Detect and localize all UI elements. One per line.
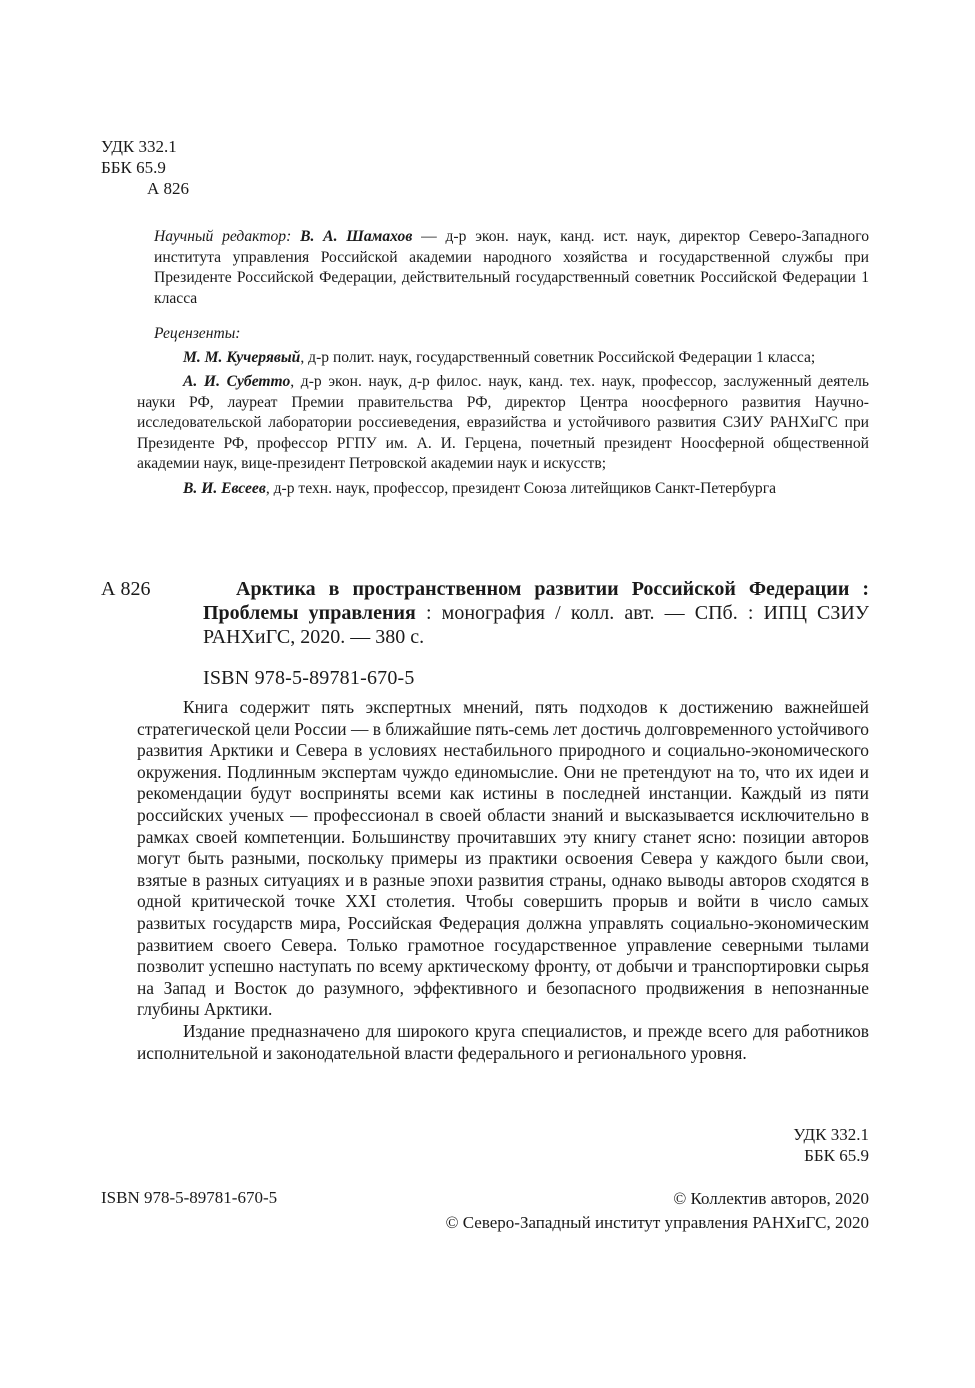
- reviewer-description: , д-р экон. наук, д-р филос. наук, канд. тех. наук, профессор, заслуженный деятель науки РФ, лауреат Премии правительства РФ, директор Центра ноосферного развития Научно-исследовательской лаборатории россиеведения, евразийства и устойчивого развития СЗИУ РАНХиГС при Президенте РФ, профессор РГПУ им. А. И. Герцена, почетный президент Ноосферной общественной академии наук, вице-президент Петровской академии наук и искусств;: [137, 373, 869, 472]
- entry-imprint: : монография / колл. авт. — СПб. : ИПЦ СЗИУ РАНХиГС, 2020. — 380 с.: [203, 602, 869, 648]
- reviewer-description: , д-р полит. наук, государственный советник Российской Федерации 1 класса;: [300, 348, 816, 366]
- udk-code: УДК 332.1: [793, 1125, 869, 1144]
- reviewer-item: [137, 348, 869, 369]
- reviewer-item: [137, 372, 869, 475]
- footer-isbn: ISBN 978-5-89781-670-5: [101, 1188, 278, 1207]
- scientific-editor: [154, 227, 869, 309]
- reviewers: [137, 324, 869, 503]
- udk-code: УДК 332.1: [101, 137, 177, 156]
- reviewer-name: М. М. Кучерявый: [183, 348, 301, 366]
- copyright-institute: © Северо-Западный институт управления РАНХиГС, 2020: [445, 1213, 869, 1232]
- reviewer-item: [137, 479, 869, 500]
- annotation: [137, 697, 869, 1064]
- editor-name: В. А. Шамахов: [300, 228, 413, 245]
- reviewers-heading: Рецензенты:: [154, 325, 241, 342]
- entry-author-sign: А 826: [101, 578, 151, 600]
- bbk-code: ББК 65.9: [101, 158, 166, 177]
- classification-block-bottom: [793, 1124, 869, 1166]
- bbk-code: ББК 65.9: [804, 1146, 869, 1165]
- entry-description: [203, 577, 869, 649]
- bibliographic-entry: [101, 577, 869, 649]
- copyright-authors: © Коллектив авторов, 2020: [673, 1189, 869, 1208]
- annotation-paragraph: Издание предназначено для широкого круга специалистов, и прежде всего для работников исполнительной и законодательной власти федерального и регионального уровня.: [137, 1020, 869, 1063]
- book-title: Арктика в пространственном развитии Российской Федерации : Проблемы управления: [203, 578, 869, 624]
- annotation-paragraph: Книга содержит пять экспертных мнений, пять подходов к достижению важнейшей стратегической цели России — в ближайшие пять-семь лет достичь долговременного устойчивого развития Арктики и Севера в условиях нестабильного природного и социально-экономического окружения. Подлинным экспертам чуждо единомыслие. Они не претендуют на то, что их идеи и рекомендации будут восприняты всеми как истины в последней инстанции. Каждый из пяти российских ученых — профессионал в своей области знаний и высказывается исключительно в рамках своей компетенции. Большинству прочитавших эту книгу станет ясно: позиции авторов могут быть разными, поскольку примеры из практики освоения Севера у каждого были свои, взятые в разных ситуациях и в разные эпохи развития страны, однако выводы авторов сходятся в одной критической точке XXI столетия. Чтобы совершить прорыв и войти в число самых развитых государств мира, Российская Федерация должна управлять социально-экономическим развитием своего Севера. Только грамотное государственное управление северными тылами позволит успешно наступать по всему арктическому фронту, от добычи и транспортировки сырья на Запад и Восток до разумного, эффективного и безопасного продвижения в непознанные глубины Арктики.: [137, 697, 869, 1020]
- author-sign: А 826: [147, 179, 190, 198]
- reviewer-description: , д-р техн. наук, профессор, президент Союза литейщиков Санкт-Петербурга: [265, 479, 777, 497]
- reviewer-name: А. И. Субетто: [183, 373, 291, 390]
- editor-role-label: Научный редактор:: [154, 228, 292, 245]
- reviewer-name: В. И. Евсеев: [183, 479, 266, 497]
- classification-block-top: [101, 136, 189, 199]
- entry-isbn: ISBN 978-5-89781-670-5: [203, 667, 415, 689]
- copyright-block: [446, 1187, 869, 1235]
- editor-description: — д-р экон. наук, канд. ист. наук, директор Северо-Западного института управления Российской академии народного хозяйства и государственной службы при Президенте Российской Федерации, действительный государственный советник Российской Федерации 1 класса: [154, 228, 870, 307]
